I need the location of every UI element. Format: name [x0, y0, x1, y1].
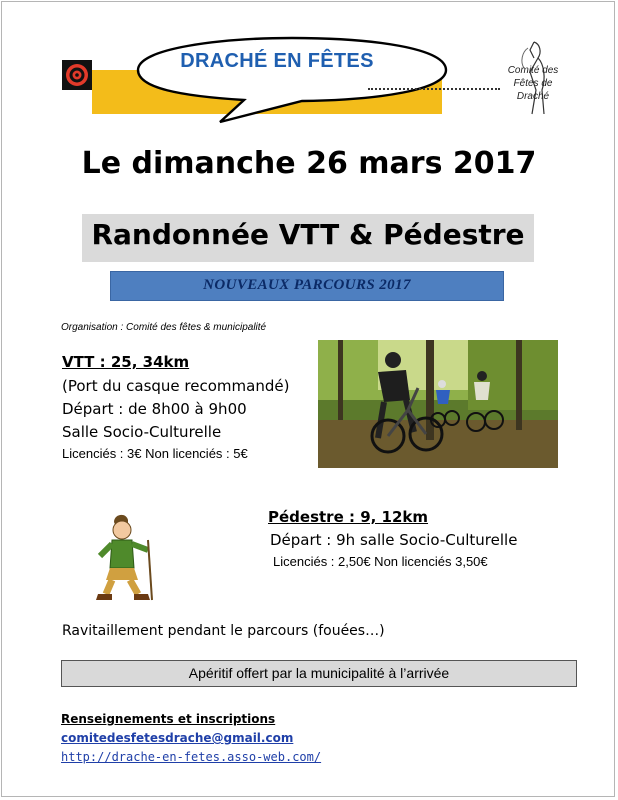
event-title: Randonnée VTT & Pédestre	[91, 218, 525, 251]
event-subtitle: NOUVEAUX PARCOURS 2017	[203, 277, 411, 293]
event-date: Le dimanche 26 mars 2017	[81, 146, 537, 181]
vtt-venue: Salle Socio-Culturelle	[62, 423, 222, 441]
organisation-text: Organisation : Comité des fêtes & municipalité	[61, 322, 267, 333]
hiker-cartoon-icon	[88, 510, 168, 602]
contact-heading: Renseignements et inscriptions	[61, 712, 276, 726]
pedestre-heading: Pédestre : 9, 12km	[268, 508, 429, 526]
contact-email-link[interactable]: comitedesfetesdrache@gmail.com	[61, 731, 294, 745]
website-link[interactable]: http://drache-en-fetes.asso-web.com/	[61, 750, 322, 764]
target-logo-icon	[62, 60, 92, 90]
aperitif-note: Apéritif offert par la municipalité à l’arrivée	[188, 665, 450, 681]
mountain-bike-photo	[318, 340, 558, 468]
dotted-leader	[368, 88, 500, 90]
vtt-helmet-note: (Port du casque recommandé)	[62, 377, 290, 395]
vtt-departure: Départ : de 8h00 à 9h00	[62, 400, 247, 418]
pedestre-prices: Licenciés : 2,50€ Non licenciés 3,50€	[273, 554, 488, 569]
vtt-prices: Licenciés : 3€ Non licenciés : 5€	[62, 446, 248, 461]
refreshment-note: Ravitaillement pendant le parcours (fouées…)	[62, 623, 385, 639]
banner-title: DRACHÉ EN FÊTES	[180, 50, 374, 72]
committee-label	[496, 64, 570, 103]
speech-bubble	[132, 34, 452, 126]
pedestre-departure: Départ : 9h salle Socio-Culturelle	[270, 531, 518, 549]
committee-line: Draché	[516, 91, 550, 102]
committee-line: Comité des	[507, 65, 559, 76]
committee-line: Fêtes de	[513, 78, 553, 89]
vtt-heading: VTT : 25, 34km	[62, 353, 190, 371]
